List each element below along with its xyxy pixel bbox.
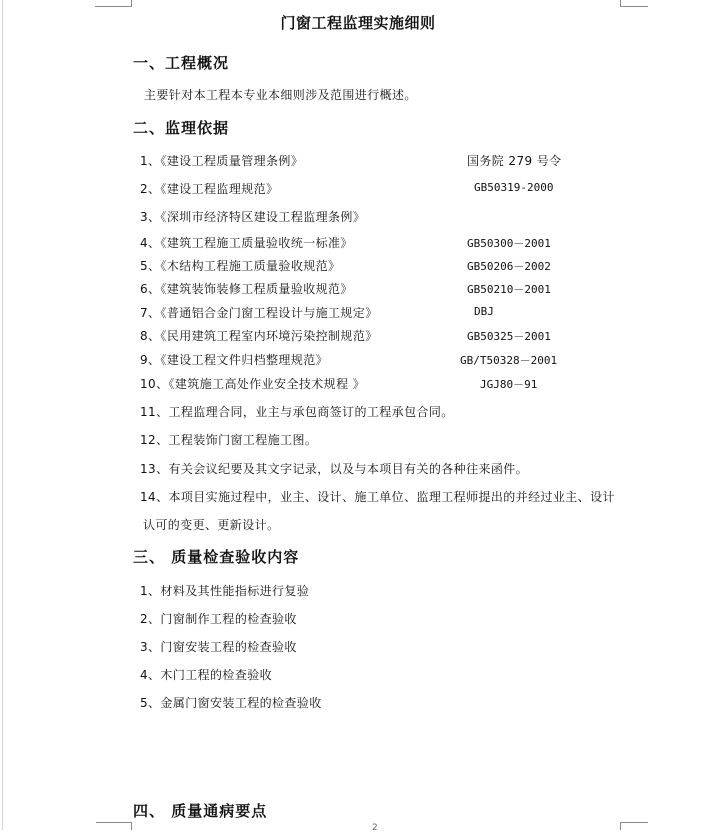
crop-mark-bottom-right-v <box>620 822 621 830</box>
basis-item-code: GB50300－2001 <box>467 237 551 250</box>
page-left-edge <box>2 0 3 830</box>
basis-item-code: GB50325－2001 <box>467 330 551 343</box>
basis-item-text: 6、《建筑装饰装修工程质量验收规范》 <box>140 282 353 296</box>
crop-mark-bottom-right-h <box>620 822 648 823</box>
crop-mark-top-right-h <box>620 6 648 7</box>
crop-mark-top-right-v <box>620 0 621 7</box>
basis-item-code: DBJ <box>474 305 494 318</box>
page-number: 2 <box>372 823 378 833</box>
crop-mark-bottom-left-v <box>131 822 132 830</box>
basis-item-code: GB50319-2000 <box>474 181 554 194</box>
crop-mark-bottom-left-h <box>96 822 132 823</box>
basis-item-text: 4、《建筑工程施工质量验收统一标准》 <box>140 236 353 250</box>
overview-paragraph: 主要针对本工程本专业本细则涉及范围进行概述。 <box>144 88 417 102</box>
basis-item-text: 2、《建设工程监理规范》 <box>140 182 279 196</box>
basis-item-text: 8、《民用建筑工程室内环境污染控制规范》 <box>140 329 378 343</box>
basis-item-text: 5、《木结构工程施工质量验收规范》 <box>140 259 341 273</box>
document-title: 门窗工程监理实施细则 <box>280 14 436 32</box>
inspection-item: 4、木门工程的检查验收 <box>140 668 273 682</box>
basis-item-code: JGJ80－91 <box>480 378 538 391</box>
section-heading-inspection: 三、 质量检查验收内容 <box>133 548 300 566</box>
basis-item-text: 9、《建设工程文件归档整理规范》 <box>140 353 329 367</box>
inspection-item: 5、金属门窗安装工程的检查验收 <box>140 696 322 710</box>
section-heading-common-defects: 四、 质量通病要点 <box>133 802 268 820</box>
basis-item-code: GB50206－2002 <box>467 260 551 273</box>
section-heading-overview: 一、工程概况 <box>133 54 230 72</box>
basis-item-code: 国务院 279 号令 <box>467 154 562 168</box>
inspection-item: 3、门窗安装工程的检查验收 <box>140 640 297 654</box>
inspection-item: 2、门窗制作工程的检查验收 <box>140 612 297 626</box>
basis-item-text: 3、《深圳市经济特区建设工程监理条例》 <box>140 210 366 224</box>
basis-paragraph-14-continued: 认可的变更、更新设计。 <box>143 518 280 532</box>
crop-mark-top-left-h <box>95 6 131 7</box>
basis-item-text: 7、《普通铝合金门窗工程设计与施工规定》 <box>140 306 378 320</box>
inspection-item: 1、材料及其性能指标进行复验 <box>140 584 310 598</box>
basis-item-text: 10、《建筑施工高处作业安全技术规程 》 <box>140 377 366 391</box>
basis-paragraph-12: 12、工程装饰门窗工程施工图。 <box>140 433 318 447</box>
basis-paragraph-11: 11、工程监理合同，业主与承包商签订的工程承包合同。 <box>140 405 454 419</box>
crop-mark-top-left-v <box>131 0 132 7</box>
basis-paragraph-14: 14、本项目实施过程中，业主、设计、施工单位、监理工程师提出的并经过业主、设计 <box>140 490 615 504</box>
section-heading-basis: 二、监理依据 <box>133 119 230 137</box>
basis-item-code: GB/T50328－2001 <box>460 354 558 367</box>
basis-paragraph-13: 13、有关会议纪要及其文字记录，以及与本项目有关的各种往来函件。 <box>140 462 529 476</box>
basis-item-code: GB50210－2001 <box>467 283 551 296</box>
basis-item-text: 1、《建设工程质量管理条例》 <box>140 154 304 168</box>
